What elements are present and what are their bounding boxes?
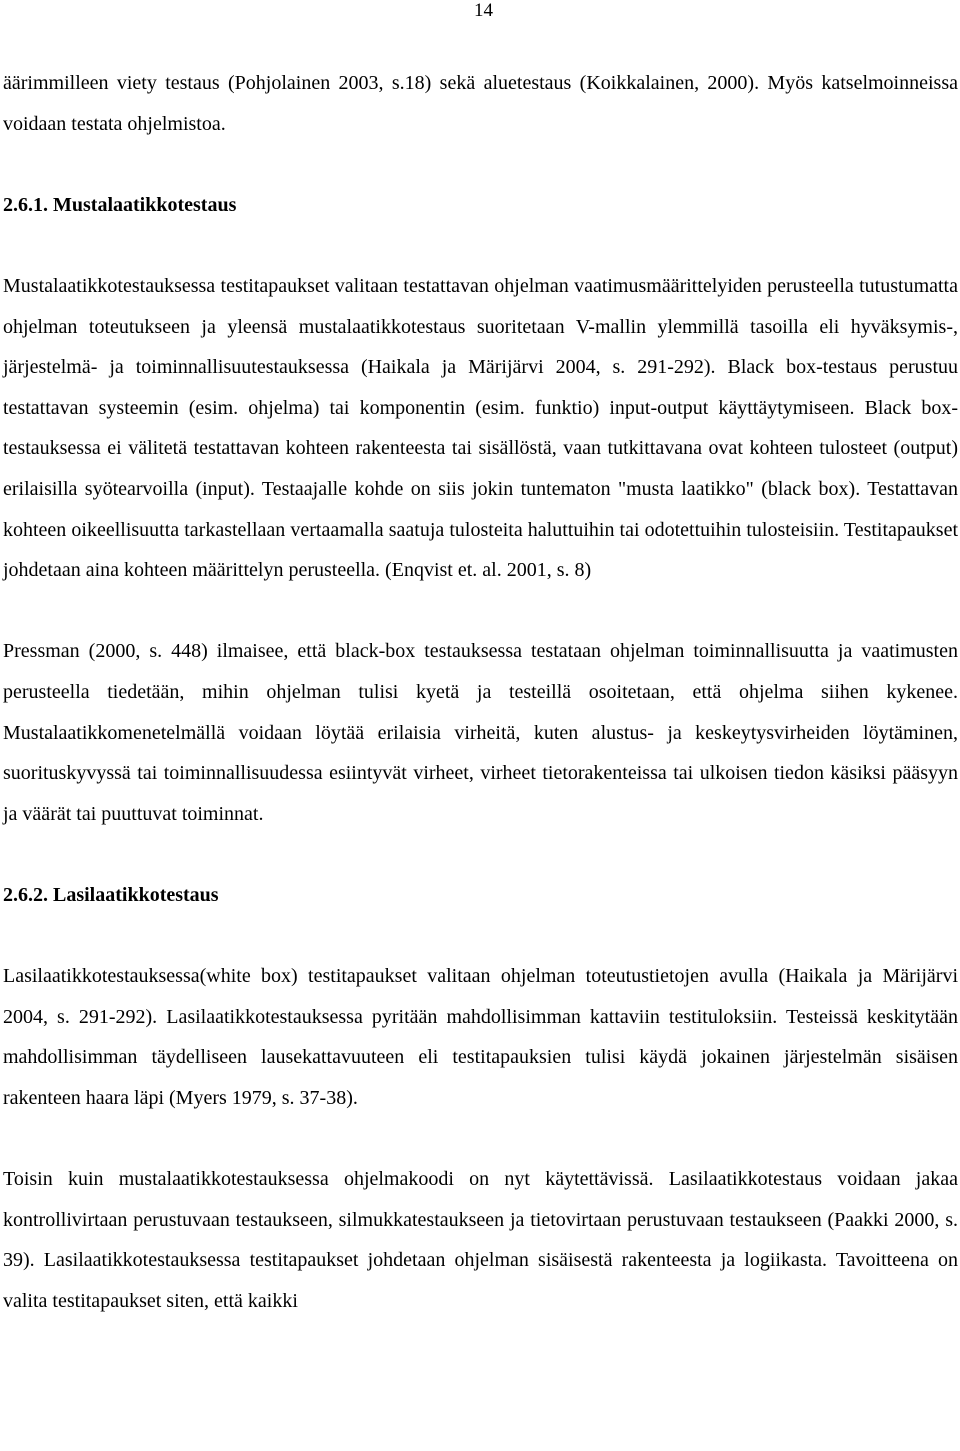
- spacer: [3, 915, 958, 956]
- spacer: [3, 225, 958, 266]
- section-title: Lasilaatikkotestaus: [53, 883, 219, 906]
- section-heading-2-6-1: [3, 185, 958, 226]
- paragraph-pressman: Pressman (2000, s. 448) ilmaisee, että black-box testauksessa testataan ohjelman toiminnallisuutta ja vaatimusten perusteella tiedetään, mihin ohjelman tulisi kyetä ja testeillä osoitetaan, että ohjelma siihen kykenee. Mustalaatikkomenetelmällä voidaan löytää erilaisia virheitä, kuten alustus- ja keskeytysvirheiden löytäminen, suorituskyvyssä tai toiminnallisuudessa esiintyvät virheet, virheet tietorakenteissa tai ulkoisen tiedon käsiksi pääsyyn ja väärät tai puuttuvat toiminnat.: [3, 640, 958, 825]
- section-title: Mustalaatikkotestaus: [53, 193, 237, 216]
- paragraph-code-available: Toisin kuin mustalaatikkotestauksessa ohjelmakoodi on nyt käytettävissä. Lasilaatikkotestaus voidaan jakaa kontrollivirtaan perustuvaan testaukseen, silmukkatestaukseen ja tietovirtaan perustuvaan testaukseen (Paakki 2000, s. 39). Lasilaatikkotestauksessa testitapaukset johdetaan ohjelman sisäisestä rakenteesta ja logiikasta. Tavoitteena on valita testitapaukset siten, että kaikki: [3, 1168, 958, 1312]
- section-number: 2.6.1.: [3, 193, 48, 216]
- section-heading-2-6-2: [3, 875, 958, 916]
- page-number: 14: [474, 0, 493, 21]
- paragraph-intro: äärimmilleen viety testaus (Pohjolainen 2003, s.18) sekä aluetestaus (Koikkalainen, 2000). Myös katselmoinneissa voidaan testata ohjelmistoa.: [3, 72, 958, 135]
- paragraph-black-box: Mustalaatikkotestauksessa testitapaukset valitaan testattavan ohjelman vaatimusmäärittelyiden perusteella tutustumatta ohjelman toteutukseen ja yleensä mustalaatikkotestaus suoritetaan V-mallin ylemmillä tasoilla eli hyväksymis-, järjestelmä- ja toiminnallisuutestauksessa (Haikala ja Märijärvi 2004, s. 291-292). Black box-testaus perustuu testattavan systeemin (esim. ohjelma) tai komponentin (esim. funktio) input-output käyttäytymiseen. Black box-testauksessa ei välitetä testattavan kohteen rakenteesta tai sisällöstä, vaan tutkittavana ovat kohteen tulosteet (output) erilaisilla syötearvoilla (input). Testaajalle kohde on siis jokin tuntematon "musta laatikko" (black box). Testattavan kohteen oikeellisuutta tarkastellaan vertaamalla saatuja tulosteita haluttuihin tai odotettuihin tulosteisiin. Testitapaukset johdetaan aina kohteen määrittelyn perusteella. (Enqvist et. al. 2001, s. 8): [3, 274, 958, 582]
- section-number: 2.6.2.: [3, 883, 48, 906]
- spacer: [3, 1118, 958, 1159]
- spacer: [3, 591, 958, 632]
- paragraph-white-box: Lasilaatikkotestauksessa(white box) testitapaukset valitaan ohjelman toteutustietojen avulla (Haikala ja Märijärvi 2004, s. 291-292). Lasilaatikkotestauksessa pyritään mahdollisimman kattaviin testituloksiin. Testeissä keskitytään mahdollisimman täydelliseen lausekattavuuteen eli testitapauksien tulisi käydä jokainen järjestelmän sisäisen rakenteen haara läpi (Myers 1979, s. 37-38).: [3, 965, 958, 1109]
- document-body: [3, 63, 958, 1321]
- spacer: [3, 834, 958, 875]
- spacer: [3, 144, 958, 185]
